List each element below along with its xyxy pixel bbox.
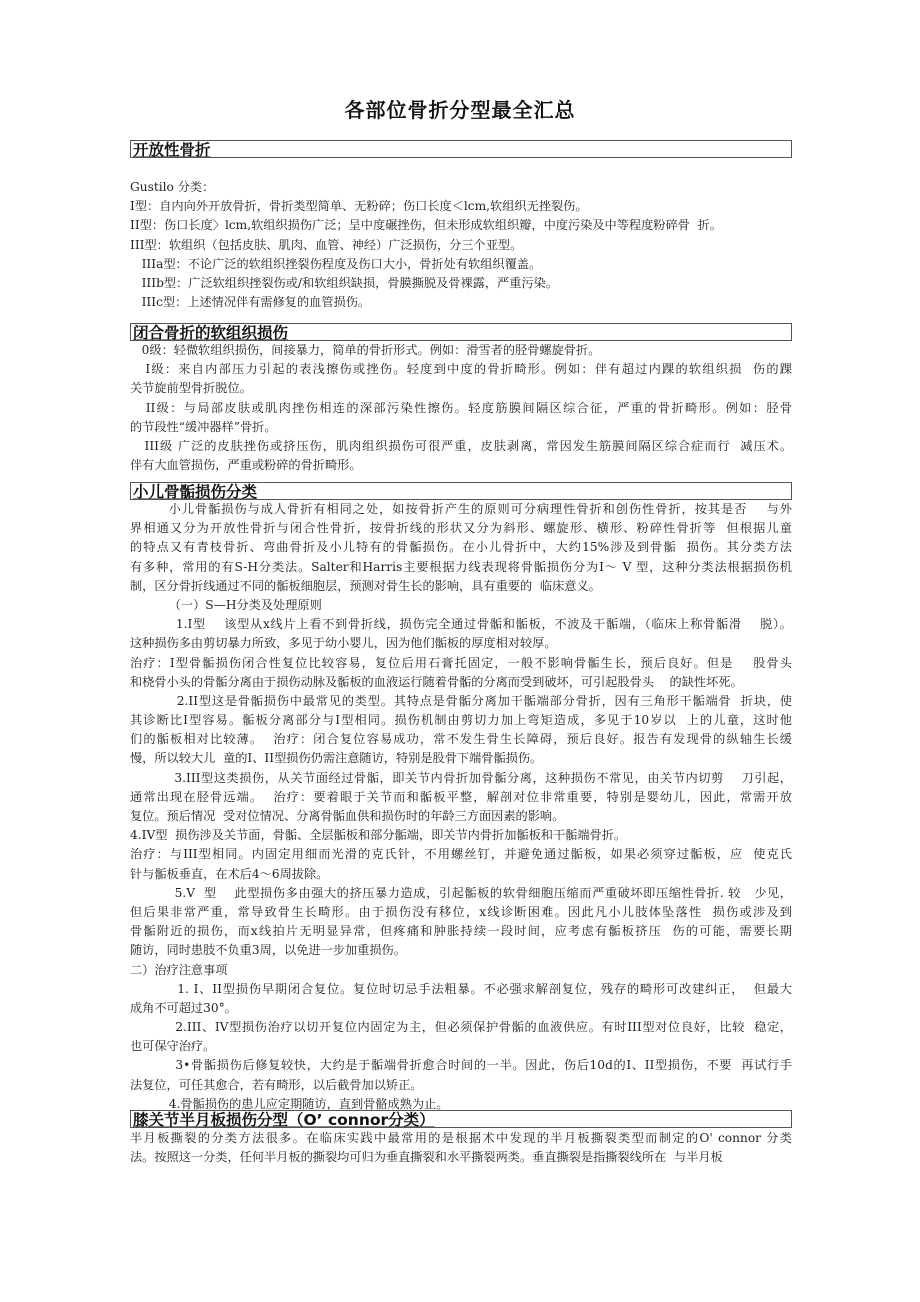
text-line: III型：软组织（包括皮肤、肌肉、血管、神经）广泛损伤，分三个亚型。 — [130, 237, 523, 252]
text-line: 半月板撕裂的分类方法很多。在临床实践中最常用的是根据术中发现的半月板撕裂类型而制定的O' connor 分类 — [130, 1131, 792, 1145]
section-pediatric-epiphyseal-injury — [130, 482, 792, 1114]
paragraph — [130, 961, 792, 980]
text-line: II级：与局部皮肤或肌肉挫伤相连的深部污染性擦伤。轻度筋膜间隔区综合征，严重的骨折畸形。例如：胫骨 — [130, 400, 792, 415]
text-line: 有多种，常用的有S-H分类法。Salter和Harris主要根据力线表现将骨骺损伤分为I～ V 型，这种分类法根据损伤机 — [130, 559, 792, 574]
section-knee-meniscus-injury — [130, 1110, 792, 1167]
paragraph — [130, 654, 792, 692]
section-heading — [130, 140, 792, 158]
paragraph — [130, 178, 792, 197]
paragraph — [130, 1129, 792, 1167]
paragraph — [130, 360, 792, 398]
text-line: 法。按照这一分类，任何半月板的撕裂均可归为垂直撕裂和水平撕裂两类。垂直撕裂是指撕裂线所在 与半月板 — [130, 1150, 723, 1165]
text-line: 针与骺板垂直，在术后4～6周拔除。 — [130, 866, 329, 881]
text-line: 其诊断比I型容易。骺板分离部分与I型相同。损伤机制由剪切力加上弯矩造成，多见于10岁以 上的儿童，这时他 — [130, 713, 792, 728]
text-line: （一）S—H分类及处理原则 — [130, 597, 322, 612]
text-line: 但后果非常严重，常导致骨生长畸形。由于损伤没有移位，x线诊断困难。因此凡小儿肢体坠落性 损伤或涉及到 — [130, 904, 792, 919]
section-body — [130, 1129, 792, 1167]
section-closed-fracture-soft-tissue — [130, 323, 792, 475]
paragraph — [130, 500, 792, 596]
text-line: 的节段性“缓冲器样”骨折。 — [130, 419, 277, 434]
section-body — [130, 178, 792, 312]
paragraph — [130, 1018, 792, 1056]
text-line: 治疗：与III型相同。内固定用细而光滑的克氏针，不用螺丝钉，并避免通过骺板，如果必须穿过骺板，应 使克氏 — [130, 847, 792, 862]
text-line: 2.III、IV型损伤治疗以切开复位内固定为主，但必须保护骨骺的血液供应。有时III型对位良好，比较 稳定， — [130, 1020, 792, 1035]
text-line: 和桡骨小头的骨骺分离由于损伤动脉及骺板的血液运行随着骨骺的分离而受到破坏，可引起股骨头 的缺性坏死。 — [130, 674, 743, 689]
text-line: 成角不可超过30°。 — [130, 1000, 237, 1015]
paragraph — [130, 1056, 792, 1094]
text-line: 复位。预后情况 受对位情况、分离骨骺血供和损伤时的年龄三方面因素的影响。 — [130, 809, 565, 823]
text-line: 2.II型这是骨骺损伤中最常见的类型。其特点是骨骺分离加干骺端部分骨折，因有三角形干骺端骨 折块，使 — [130, 693, 792, 708]
text-line: 关节旋前型骨折脱位。 — [130, 381, 252, 396]
text-line: 制，区分骨折线通过不同的骺板细胞层，预测对骨生长的影响，具有重要的 临床意义。 — [130, 578, 601, 593]
paragraph — [130, 216, 792, 235]
section-body — [130, 500, 792, 1114]
text-line: 通常出现在胫骨远端。 治疗：要着眼于关节而和骺板平整，解剖对位非常重要，特别是婴幼儿，因此，常需开放 — [130, 789, 792, 804]
section-heading-text: 闭合骨折的软组织损伤 — [133, 324, 289, 342]
paragraph — [130, 980, 792, 1018]
text-line: 小儿骨骺损伤与成人骨折有相同之处，如按骨折产生的原则可分病理性骨折和创伤性骨折，按其是否 与外 — [130, 502, 792, 516]
text-line: Gustilo 分类： — [130, 180, 215, 194]
paragraph — [130, 769, 792, 827]
text-line: 1. I、II型损伤早期闭合复位。复位时切忌手法粗暴。不必强求解剖复位，残存的畸形可改建纠正， 但最大 — [130, 981, 792, 996]
text-line: 也可保守治疗。 — [130, 1039, 216, 1054]
paragraph — [130, 399, 792, 437]
text-line: 4.IV型 损伤涉及关节面，骨骺、全层骺板和部分骺端，即关节内骨折加骺板和干骺端骨折。 — [130, 828, 627, 843]
text-line: IIIb型：广泛软组织挫裂伤或/和软组织缺损，骨膜撕脱及骨裸露，严重污染。 — [130, 275, 558, 290]
section-body — [130, 341, 792, 475]
paragraph — [130, 826, 792, 845]
text-line: 二）治疗注意事项 — [130, 962, 228, 977]
text-line: 0级：轻微软组织损伤，间接暴力，简单的骨折形式。例如：滑雪者的胫骨螺旋骨折。 — [130, 343, 601, 357]
text-line: IIIc型：上述情况伴有需修复的血管损伤。 — [130, 295, 371, 310]
text-line: IIIa型：不论广泛的软组织挫裂伤程度及伤口大小，骨折处有软组织覆盖。 — [130, 256, 542, 271]
paragraph — [130, 437, 792, 475]
text-line: 4.骨骺损伤的患儿应定期随访，直到骨骼成熟为止。 — [130, 1096, 449, 1111]
text-line: 3•骨骺损伤后修复较快，大约是于骺端骨折愈合时间的一半。因此，伤后10d的I、II型损伤，不要 再试行手 — [130, 1058, 792, 1073]
text-line: 法复位，可任其愈合，若有畸形，以后截骨加以矫正。 — [130, 1077, 423, 1092]
text-line: III级 广泛的皮肤挫伤或挤压伤，肌肉组织损伤可很严重，皮肤剥离，常因发生筋膜间隔区综合症而行 减压术。 — [130, 438, 792, 453]
section-heading-text: 膝关节半月板损伤分型（O’ connor分类） — [133, 1111, 435, 1129]
paragraph — [130, 255, 792, 274]
paragraph — [130, 274, 792, 293]
text-line: 这种损伤多由剪切暴力所致，多见于幼小婴儿，因为他们骺板的厚度相对较厚。 — [130, 636, 557, 651]
text-line: 1.I型 该型从x线片上看不到骨折线，损伤完全通过骨骺和骺板，不波及干骺端，（临床上称骨骺滑 脱）。 — [130, 617, 792, 632]
text-line: 的特点又有青枝骨折、弯曲骨折及小儿特有的骨骺损伤。在小儿骨折中，大约15%涉及到骨骺 损伤。其分类方法 — [130, 540, 792, 555]
paragraph — [130, 596, 792, 615]
section-heading-text: 开放性骨折 — [133, 141, 211, 159]
paragraph — [130, 236, 792, 255]
text-line: I型：自内向外开放骨折，骨折类型简单、无粉碎；伤口长度＜lcm,软组织无挫裂伤。 — [130, 199, 588, 214]
section-heading — [130, 323, 792, 341]
paragraph — [130, 692, 792, 769]
text-line: II型：伤口长度〉lcm,软组织损伤广泛；呈中度碾挫伤，但未形成软组织瓣，中度污染及中等程度粉碎骨 折。 — [130, 218, 722, 233]
paragraph — [130, 615, 792, 653]
text-line: 治疗：I型骨骺损伤闭合性复位比较容易，复位后用石膏托固定，一般不影响骨骺生长，预后良好。但是 股骨头 — [130, 655, 792, 670]
section-open-fracture — [130, 140, 792, 312]
paragraph — [130, 884, 792, 961]
paragraph — [130, 293, 792, 312]
paragraph — [130, 845, 792, 883]
text-line: I级：来自内部压力引起的表浅擦伤或挫伤。轻度到中度的骨折畸形。例如：伴有超过内踝的软组织损 伤的踝 — [130, 362, 792, 377]
text-line: 随访，同时患肢不负重3周，以免进一步加重损伤。 — [130, 943, 406, 958]
text-line: 伴有大血管损伤，严重或粉碎的骨折畸形。 — [130, 458, 362, 473]
section-heading — [130, 1110, 792, 1128]
paragraph — [130, 341, 792, 360]
text-line: 们的骺板相对比较薄。 治疗：闭合复位容易成功，常不发生骨生长障碍，预后良好。报告有发现骨的纵轴生长缓 — [130, 732, 792, 747]
text-line: 慢，所以较大儿 童的I、II型损伤仍需注意随访，特别是股骨下端骨骺损伤。 — [130, 751, 543, 766]
document-title: 各部位骨折分型最全汇总 — [344, 98, 576, 122]
text-line: 界相通又分为开放性骨折与闭合性骨折，按骨折线的形状又分为斜形、螺旋形、横形、粉碎性骨折等 但根据儿童 — [130, 521, 792, 536]
text-line: 5.V 型 此型损伤多由强大的挤压暴力造成，引起骺板的软骨细胞压缩而严重破坏即压缩性骨折. 较 少见， — [130, 885, 792, 900]
paragraph — [130, 197, 792, 216]
text-line: 3.III型这类损伤，从关节面经过骨骺，即关节内骨折加骨骺分离，这种损伤不常见，由关节内切剪 刀引起， — [130, 770, 792, 785]
text-line: 骨骺附近的损伤，而x线拍片无明显异常，但疼痛和肿胀持续一段时间，应考虑有骺板挤压 伤的可能，需要长期 — [130, 924, 792, 939]
section-heading — [130, 482, 792, 500]
section-heading-text: 小儿骨骺损伤分类 — [133, 483, 258, 501]
